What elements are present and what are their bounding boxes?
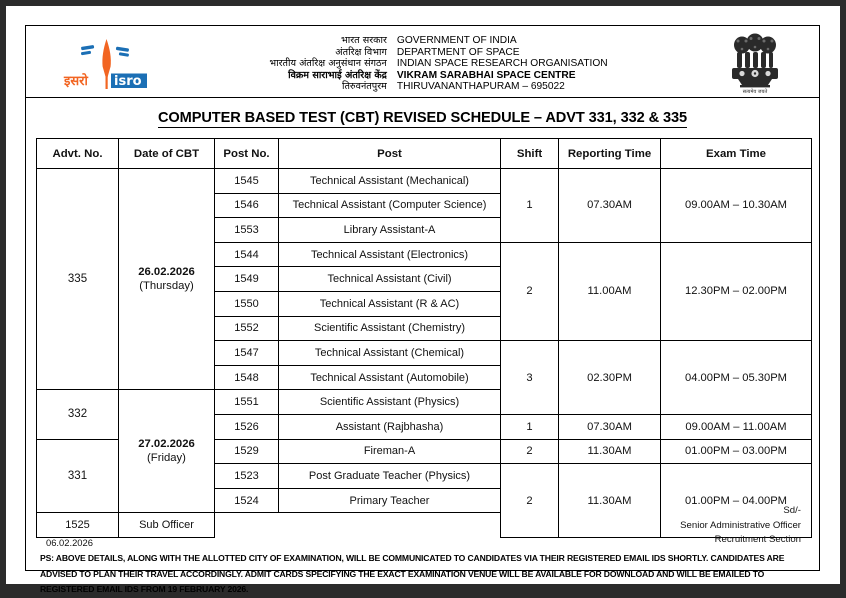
cell-date-day: (Thursday) xyxy=(139,280,194,293)
masthead xyxy=(26,26,819,98)
masthead-english-line-5: THIRUVANANTHAPURAM – 695022 xyxy=(396,81,565,93)
masthead-english-block xyxy=(397,35,608,93)
isro-logo-icon xyxy=(63,37,149,91)
cell-post-no: 1547 xyxy=(215,341,279,366)
cell-post-name: Technical Assistant (Electronics) xyxy=(279,242,501,267)
cell-exam-time: 01.00PM – 03.00PM xyxy=(661,439,812,464)
cell-reporting-time: 02.30PM xyxy=(559,341,661,415)
cell-post-no: 1526 xyxy=(215,414,279,439)
cell-shift: 2 xyxy=(501,464,559,538)
cell-reporting-time: 11.30AM xyxy=(559,464,661,538)
cell-shift: 2 xyxy=(501,242,559,340)
schedule-table xyxy=(36,138,812,538)
cell-post-name: Technical Assistant (Chemical) xyxy=(279,341,501,366)
col-header-exam-time: Exam Time xyxy=(661,139,812,169)
issue-date: 06.02.2026 xyxy=(46,537,93,548)
cell-shift: 2 xyxy=(501,439,559,464)
cell-post-no: 1525 xyxy=(37,513,119,538)
isro-logo xyxy=(42,37,170,91)
cell-post-name: Technical Assistant (Automobile) xyxy=(279,365,501,390)
cell-advt-no: 332 xyxy=(37,390,119,439)
cell-reporting-time: 11.00AM xyxy=(559,242,661,340)
table-row xyxy=(37,169,812,194)
cell-exam-time: 09.00AM – 10.30AM xyxy=(661,169,812,243)
cell-post-name: Post Graduate Teacher (Physics) xyxy=(279,464,501,489)
cell-post-name: Assistant (Rajbhasha) xyxy=(279,414,501,439)
cell-post-name: Primary Teacher xyxy=(279,488,501,513)
signature-sd: Sd/- xyxy=(783,505,801,517)
document-page xyxy=(6,6,840,595)
cell-post-name: Library Assistant-A xyxy=(279,218,501,243)
emblem-motto: सत्यमेव जयते xyxy=(742,89,768,95)
cell-post-name: Technical Assistant (Civil) xyxy=(279,267,501,292)
masthead-english-line-2: DEPARTMENT OF SPACE xyxy=(396,46,520,58)
cell-shift: 3 xyxy=(501,341,559,415)
cell-reporting-time: 11.30AM xyxy=(559,439,661,464)
cell-post-no: 1548 xyxy=(215,365,279,390)
masthead-text xyxy=(170,35,707,93)
cell-shift: 1 xyxy=(501,169,559,243)
cell-date-day: (Friday) xyxy=(147,452,186,465)
svg-text:isro: isro xyxy=(114,74,142,89)
cell-post-name: Scientific Assistant (Physics) xyxy=(279,390,501,415)
ps-note: PS: ABOVE DETAILS, ALONG WITH THE ALLOTTED CITY OF EXAMINATION, WILL BE COMMUNICATED TO CANDIDATES VIA THEIR REGISTERED EMAIL IDS SHORTLY. CANDIDATES ARE ADVISED TO PLAN THEIR TRAVEL ACCORDINGLY. ADMIT CARDS SPECIFYING THE EXACT EXAMINATION VENUE WILL BE AVAILABLE FOR DOWNLOAD AND WILL BE EMAILED TO REGISTERED EMAIL IDS FROM 19 FEBRUARY 2026. xyxy=(40,552,785,595)
col-header-post: Post xyxy=(279,139,501,169)
cell-date-value: 27.02.2026 xyxy=(138,438,195,451)
national-emblem xyxy=(707,33,803,95)
cell-date-of-cbt xyxy=(119,169,215,390)
col-header-advt-no: Advt. No. xyxy=(37,139,119,169)
cell-post-no: 1544 xyxy=(215,242,279,267)
cell-post-no: 1551 xyxy=(215,390,279,415)
cell-exam-time: 01.00PM – 04.00PM xyxy=(661,464,812,538)
cell-post-no: 1545 xyxy=(215,169,279,194)
col-header-reporting-time: Reporting Time xyxy=(559,139,661,169)
cell-post-name: Sub Officer xyxy=(119,513,215,538)
cell-date-of-cbt xyxy=(119,390,215,513)
cell-post-name: Technical Assistant (Mechanical) xyxy=(279,169,501,194)
schedule-table-body xyxy=(37,169,812,538)
schedule-table-wrap xyxy=(26,138,819,538)
document-footer xyxy=(26,504,819,548)
page-title-wrap xyxy=(26,98,819,138)
cell-post-name: Scientific Assistant (Chemistry) xyxy=(279,316,501,341)
cell-post-name: Fireman-A xyxy=(279,439,501,464)
masthead-hindi-line-5: तिरुवनंतपुरम xyxy=(341,81,387,93)
cell-advt-no: 331 xyxy=(37,439,119,513)
national-emblem-icon xyxy=(726,33,784,95)
cell-post-no: 1552 xyxy=(215,316,279,341)
cell-shift: 1 xyxy=(501,414,559,439)
cell-post-no: 1553 xyxy=(215,218,279,243)
masthead-english-line-3: INDIAN SPACE RESEARCH ORGANISATION xyxy=(396,58,608,70)
cell-advt-no: 335 xyxy=(37,169,119,390)
masthead-hindi-line-3: भारतीय अंतरिक्ष अनुसंधान संगठन xyxy=(269,58,387,70)
cell-reporting-time: 07.30AM xyxy=(559,414,661,439)
svg-text:इसरो: इसरो xyxy=(64,74,88,89)
cell-post-no: 1523 xyxy=(215,464,279,489)
cell-exam-time: 12.30PM – 02.00PM xyxy=(661,242,812,340)
cell-post-no: 1549 xyxy=(215,267,279,292)
signature-block xyxy=(680,504,801,548)
cell-exam-time: 09.00AM – 11.00AM xyxy=(661,414,812,439)
cell-reporting-time: 07.30AM xyxy=(559,169,661,243)
col-header-shift: Shift xyxy=(501,139,559,169)
masthead-hindi-block xyxy=(269,35,387,93)
masthead-english-line-1: GOVERNMENT OF INDIA xyxy=(396,35,517,47)
cell-exam-time: 04.00PM – 05.30PM xyxy=(661,341,812,415)
cell-post-no: 1550 xyxy=(215,291,279,316)
cell-post-name: Technical Assistant (Computer Science) xyxy=(279,193,501,218)
col-header-post-no: Post No. xyxy=(215,139,279,169)
cell-date-value: 26.02.2026 xyxy=(138,266,195,279)
cell-post-name: Technical Assistant (R & AC) xyxy=(279,291,501,316)
cell-post-no: 1529 xyxy=(215,439,279,464)
masthead-hindi-line-1: भारत सरकार xyxy=(341,35,387,47)
table-header-row xyxy=(37,139,812,169)
col-header-date-of-cbt: Date of CBT xyxy=(119,139,215,169)
masthead-hindi-line-2: अंतरिक्ष विभाग xyxy=(335,46,387,58)
masthead-english-line-4: VIKRAM SARABHAI SPACE CENTRE xyxy=(396,69,576,81)
cell-post-no: 1546 xyxy=(215,193,279,218)
page-title: COMPUTER BASED TEST (CBT) REVISED SCHEDULE – ADVT 331, 332 & 335 xyxy=(157,110,688,126)
signature-designation: Senior Administrative Officer xyxy=(680,519,801,531)
cell-post-no: 1524 xyxy=(215,488,279,513)
masthead-hindi-line-4: विक्रम साराभाई अंतरिक्ष केंद्र xyxy=(288,69,387,81)
signature-section: Recruitment Section xyxy=(714,534,801,546)
document-content-frame xyxy=(25,25,820,595)
